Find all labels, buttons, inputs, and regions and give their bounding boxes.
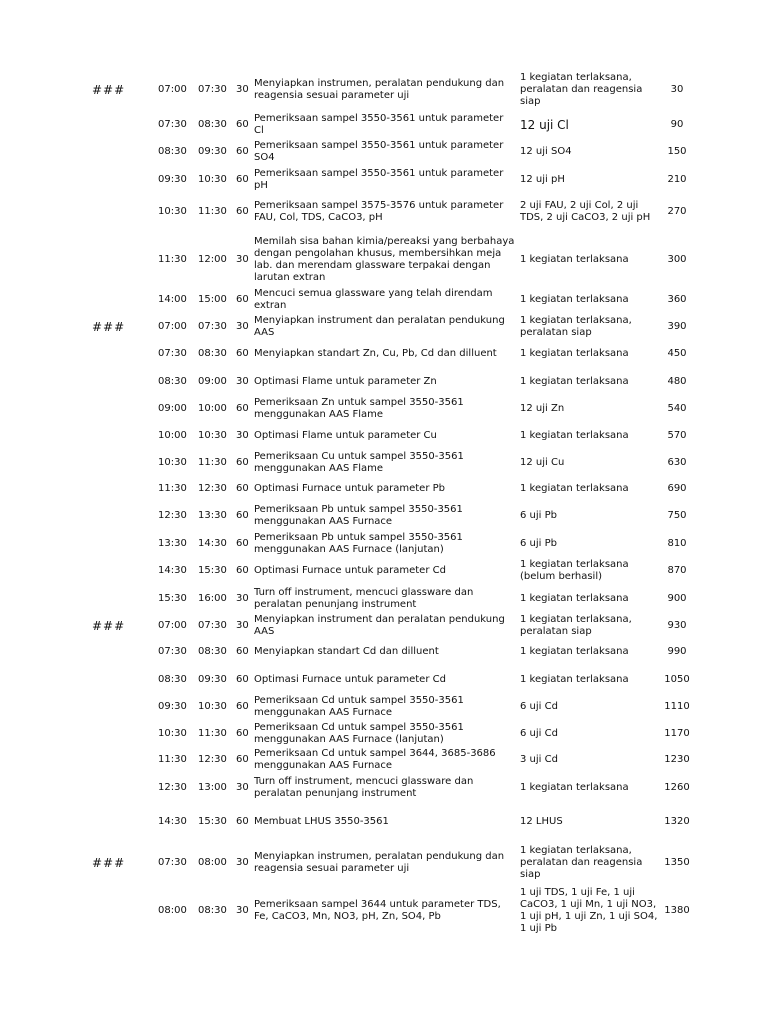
end-time-cell: 10:30 bbox=[198, 174, 227, 185]
duration-cell: 60 bbox=[236, 701, 249, 712]
duration-cell: 60 bbox=[236, 646, 249, 657]
cumulative-minutes-cell: 300 bbox=[667, 254, 687, 265]
start-time-cell: 11:30 bbox=[158, 483, 187, 494]
end-time-cell: 07:30 bbox=[198, 84, 227, 95]
output-cell: 12 uji Cl bbox=[520, 118, 569, 132]
date-cell bbox=[92, 288, 142, 312]
activity-cell: Pemeriksaan sampel 3550-3561 untuk parameter Cl bbox=[254, 113, 504, 136]
date-cell bbox=[92, 138, 142, 166]
schedule-row bbox=[0, 234, 768, 286]
cumulative-minutes-cell: 1110 bbox=[664, 701, 690, 712]
cumulative-minutes-cell: 480 bbox=[667, 376, 687, 387]
end-time-cell: 08:30 bbox=[198, 348, 227, 359]
end-time-cell: 12:00 bbox=[198, 254, 227, 265]
duration-cell: 60 bbox=[236, 146, 249, 157]
output-cell: 12 uji pH bbox=[520, 174, 565, 185]
output-cell: 1 kegiatan terlaksana bbox=[520, 294, 629, 305]
duration-cell: 60 bbox=[236, 565, 249, 576]
end-time-cell: 08:00 bbox=[198, 857, 227, 868]
activity-cell: Optimasi Flame untuk parameter Cu bbox=[254, 430, 437, 441]
duration-cell: 30 bbox=[236, 905, 249, 916]
cumulative-minutes-cell: 1230 bbox=[664, 754, 690, 765]
cumulative-minutes-cell: 900 bbox=[667, 593, 687, 604]
schedule-row bbox=[0, 612, 768, 640]
output-cell: 1 uji TDS, 1 uji Fe, 1 uji CaCO3, 1 uji Mn, 1 uji NO3, 1 uji pH, 1 uji Zn, 1 uji SO4, 1 uji Pb bbox=[520, 887, 658, 934]
duration-cell: 60 bbox=[236, 728, 249, 739]
end-time-cell: 07:30 bbox=[198, 321, 227, 332]
start-time-cell: 14:00 bbox=[158, 294, 187, 305]
start-time-cell: 07:30 bbox=[158, 857, 187, 868]
date-cell: ### bbox=[92, 83, 126, 97]
cumulative-minutes-cell: 270 bbox=[667, 206, 687, 217]
end-time-cell: 10:30 bbox=[198, 430, 227, 441]
start-time-cell: 13:30 bbox=[158, 538, 187, 549]
end-time-cell: 11:30 bbox=[198, 206, 227, 217]
activity-cell: Turn off instrument, mencuci glassware dan peralatan penunjang instrument bbox=[254, 587, 474, 610]
schedule-row bbox=[0, 640, 768, 664]
schedule-row bbox=[0, 314, 768, 340]
date-cell bbox=[92, 556, 142, 586]
duration-cell: 60 bbox=[236, 206, 249, 217]
duration-cell: 30 bbox=[236, 254, 249, 265]
output-cell: 1 kegiatan terlaksana bbox=[520, 483, 629, 494]
duration-cell: 60 bbox=[236, 119, 249, 130]
start-time-cell: 08:30 bbox=[158, 146, 187, 157]
end-time-cell: 10:30 bbox=[198, 701, 227, 712]
duration-cell: 60 bbox=[236, 174, 249, 185]
schedule-row bbox=[0, 166, 768, 194]
output-cell: 6 uji Pb bbox=[520, 538, 557, 549]
activity-cell: Pemeriksaan Cd untuk sampel 3550-3561 menggunakan AAS Furnace (lanjutan) bbox=[254, 722, 464, 745]
start-time-cell: 09:30 bbox=[158, 701, 187, 712]
schedule-row bbox=[0, 70, 768, 110]
schedule-row bbox=[0, 666, 768, 694]
end-time-cell: 10:00 bbox=[198, 403, 227, 414]
duration-cell: 30 bbox=[236, 782, 249, 793]
output-cell: 12 uji SO4 bbox=[520, 146, 572, 157]
output-cell: 6 uji Pb bbox=[520, 510, 557, 521]
duration-cell: 60 bbox=[236, 816, 249, 827]
output-cell: 3 uji Cd bbox=[520, 754, 558, 765]
activity-cell: Pemeriksaan sampel 3644 untuk parameter TDS, Fe, CaCO3, Mn, NO3, pH, Zn, SO4, Pb bbox=[254, 899, 501, 922]
output-cell: 2 uji FAU, 2 uji Col, 2 uji TDS, 2 uji CaCO3, 2 uji pH bbox=[520, 200, 651, 223]
end-time-cell: 12:30 bbox=[198, 754, 227, 765]
schedule-row bbox=[0, 342, 768, 366]
schedule-row bbox=[0, 502, 768, 530]
start-time-cell: 14:30 bbox=[158, 565, 187, 576]
schedule-row bbox=[0, 556, 768, 586]
date-cell bbox=[92, 234, 142, 286]
cumulative-minutes-cell: 930 bbox=[667, 620, 687, 631]
cumulative-minutes-cell: 1050 bbox=[664, 674, 690, 685]
activity-cell: Optimasi Flame untuk parameter Zn bbox=[254, 376, 437, 387]
activity-cell: Optimasi Furnace untuk parameter Pb bbox=[254, 483, 445, 494]
output-cell: 1 kegiatan terlaksana, peralatan siap bbox=[520, 315, 632, 338]
date-cell: ### bbox=[92, 856, 126, 870]
cumulative-minutes-cell: 30 bbox=[670, 84, 684, 95]
activity-cell: Turn off instrument, mencuci glassware dan peralatan penunjang instrument bbox=[254, 776, 474, 799]
output-cell: 1 kegiatan terlaksana, peralatan dan reagensia siap bbox=[520, 845, 643, 880]
activity-cell: Pemeriksaan sampel 3550-3561 untuk parameter SO4 bbox=[254, 140, 504, 163]
start-time-cell: 10:30 bbox=[158, 728, 187, 739]
activity-cell: Mencuci semua glassware yang telah direndam extran bbox=[254, 288, 493, 311]
duration-cell: 60 bbox=[236, 403, 249, 414]
start-time-cell: 15:30 bbox=[158, 593, 187, 604]
date-cell bbox=[92, 370, 142, 394]
start-time-cell: 08:00 bbox=[158, 905, 187, 916]
schedule-row bbox=[0, 774, 768, 802]
duration-cell: 60 bbox=[236, 294, 249, 305]
start-time-cell: 12:30 bbox=[158, 510, 187, 521]
date-cell bbox=[92, 640, 142, 664]
date-cell bbox=[92, 746, 142, 774]
duration-cell: 60 bbox=[236, 538, 249, 549]
cumulative-minutes-cell: 1170 bbox=[664, 728, 690, 739]
duration-cell: 30 bbox=[236, 857, 249, 868]
end-time-cell: 15:30 bbox=[198, 565, 227, 576]
cumulative-minutes-cell: 1350 bbox=[664, 857, 690, 868]
cumulative-minutes-cell: 540 bbox=[667, 403, 687, 414]
date-cell bbox=[92, 394, 142, 424]
output-cell: 12 uji Cu bbox=[520, 457, 565, 468]
cumulative-minutes-cell: 1380 bbox=[664, 905, 690, 916]
cumulative-minutes-cell: 750 bbox=[667, 510, 687, 521]
activity-cell: Pemeriksaan Cd untuk sampel 3550-3561 menggunakan AAS Furnace bbox=[254, 695, 464, 718]
activity-cell: Pemeriksaan Cu untuk sampel 3550-3561 menggunakan AAS Flame bbox=[254, 451, 464, 474]
cumulative-minutes-cell: 360 bbox=[667, 294, 687, 305]
output-cell: 1 kegiatan terlaksana, peralatan siap bbox=[520, 614, 632, 637]
cumulative-minutes-cell: 210 bbox=[667, 174, 687, 185]
date-cell bbox=[92, 666, 142, 694]
cumulative-minutes-cell: 570 bbox=[667, 430, 687, 441]
end-time-cell: 14:30 bbox=[198, 538, 227, 549]
cumulative-minutes-cell: 1260 bbox=[664, 782, 690, 793]
activity-cell: Menyiapkan instrumen, peralatan pendukung dan reagensia sesuai parameter uji bbox=[254, 851, 505, 874]
start-time-cell: 08:30 bbox=[158, 376, 187, 387]
output-cell: 1 kegiatan terlaksana, peralatan dan reagensia siap bbox=[520, 72, 643, 107]
schedule-row bbox=[0, 586, 768, 612]
schedule-row bbox=[0, 884, 768, 938]
activity-cell: Pemeriksaan Cd untuk sampel 3644, 3685-3686 menggunakan AAS Furnace bbox=[254, 748, 496, 771]
output-cell: 1 kegiatan terlaksana bbox=[520, 593, 629, 604]
duration-cell: 60 bbox=[236, 674, 249, 685]
end-time-cell: 07:30 bbox=[198, 620, 227, 631]
date-cell bbox=[92, 694, 142, 720]
activity-cell: Pemeriksaan Pb untuk sampel 3550-3561 menggunakan AAS Furnace bbox=[254, 504, 463, 527]
date-cell bbox=[92, 166, 142, 194]
duration-cell: 30 bbox=[236, 430, 249, 441]
end-time-cell: 08:30 bbox=[198, 119, 227, 130]
activity-cell: Membuat LHUS 3550-3561 bbox=[254, 816, 389, 827]
output-cell: 1 kegiatan terlaksana (belum berhasil) bbox=[520, 559, 629, 582]
end-time-cell: 13:00 bbox=[198, 782, 227, 793]
start-time-cell: 09:30 bbox=[158, 174, 187, 185]
schedule-row bbox=[0, 476, 768, 502]
start-time-cell: 07:00 bbox=[158, 620, 187, 631]
start-time-cell: 12:30 bbox=[158, 782, 187, 793]
end-time-cell: 15:00 bbox=[198, 294, 227, 305]
end-time-cell: 08:30 bbox=[198, 646, 227, 657]
date-cell bbox=[92, 774, 142, 802]
output-cell: 12 uji Zn bbox=[520, 403, 565, 414]
date-cell bbox=[92, 720, 142, 748]
start-time-cell: 10:00 bbox=[158, 430, 187, 441]
date-cell bbox=[92, 110, 142, 140]
schedule-row bbox=[0, 394, 768, 424]
activity-cell: Optimasi Furnace untuk parameter Cd bbox=[254, 565, 446, 576]
start-time-cell: 08:30 bbox=[158, 674, 187, 685]
duration-cell: 30 bbox=[236, 620, 249, 631]
cumulative-minutes-cell: 810 bbox=[667, 538, 687, 549]
date-cell bbox=[92, 884, 142, 938]
start-time-cell: 07:30 bbox=[158, 646, 187, 657]
end-time-cell: 11:30 bbox=[198, 457, 227, 468]
activity-cell: Pemeriksaan sampel 3575-3576 untuk parameter FAU, Col, TDS, CaCO3, pH bbox=[254, 200, 504, 223]
start-time-cell: 10:30 bbox=[158, 206, 187, 217]
schedule-row bbox=[0, 530, 768, 558]
end-time-cell: 13:30 bbox=[198, 510, 227, 521]
end-time-cell: 09:30 bbox=[198, 674, 227, 685]
date-cell bbox=[92, 502, 142, 530]
output-cell: 12 LHUS bbox=[520, 816, 563, 827]
end-time-cell: 09:30 bbox=[198, 146, 227, 157]
output-cell: 1 kegiatan terlaksana bbox=[520, 376, 629, 387]
duration-cell: 30 bbox=[236, 321, 249, 332]
output-cell: 1 kegiatan terlaksana bbox=[520, 674, 629, 685]
schedule-row bbox=[0, 288, 768, 312]
schedule-row bbox=[0, 370, 768, 394]
start-time-cell: 11:30 bbox=[158, 254, 187, 265]
activity-cell: Menyiapkan instrument dan peralatan pendukung AAS bbox=[254, 614, 505, 637]
activity-cell: Pemeriksaan Pb untuk sampel 3550-3561 menggunakan AAS Furnace (lanjutan) bbox=[254, 532, 463, 555]
activity-cell: Optimasi Furnace untuk parameter Cd bbox=[254, 674, 446, 685]
end-time-cell: 08:30 bbox=[198, 905, 227, 916]
output-cell: 1 kegiatan terlaksana bbox=[520, 646, 629, 657]
cumulative-minutes-cell: 690 bbox=[667, 483, 687, 494]
cumulative-minutes-cell: 150 bbox=[667, 146, 687, 157]
activity-cell: Pemeriksaan Zn untuk sampel 3550-3561 menggunakan AAS Flame bbox=[254, 397, 464, 420]
date-cell bbox=[92, 450, 142, 476]
cumulative-minutes-cell: 630 bbox=[667, 457, 687, 468]
duration-cell: 30 bbox=[236, 84, 249, 95]
activity-cell: Menyiapkan standart Zn, Cu, Pb, Cd dan dilluent bbox=[254, 348, 497, 359]
end-time-cell: 16:00 bbox=[198, 593, 227, 604]
start-time-cell: 14:30 bbox=[158, 816, 187, 827]
output-cell: 6 uji Cd bbox=[520, 701, 558, 712]
end-time-cell: 09:00 bbox=[198, 376, 227, 387]
date-cell bbox=[92, 196, 142, 228]
cumulative-minutes-cell: 450 bbox=[667, 348, 687, 359]
activity-cell: Menyiapkan standart Cd dan dilluent bbox=[254, 646, 439, 657]
end-time-cell: 12:30 bbox=[198, 483, 227, 494]
date-cell: ### bbox=[92, 320, 126, 334]
cumulative-minutes-cell: 1320 bbox=[664, 816, 690, 827]
schedule-row bbox=[0, 694, 768, 720]
cumulative-minutes-cell: 990 bbox=[667, 646, 687, 657]
duration-cell: 60 bbox=[236, 483, 249, 494]
date-cell bbox=[92, 424, 142, 448]
end-time-cell: 15:30 bbox=[198, 816, 227, 827]
schedule-row bbox=[0, 424, 768, 448]
activity-cell: Menyiapkan instrument dan peralatan pendukung AAS bbox=[254, 315, 505, 338]
output-cell: 6 uji Cd bbox=[520, 728, 558, 739]
cumulative-minutes-cell: 870 bbox=[667, 565, 687, 576]
cumulative-minutes-cell: 390 bbox=[667, 321, 687, 332]
schedule-row bbox=[0, 138, 768, 166]
schedule-row bbox=[0, 746, 768, 774]
activity-cell: Memilah sisa bahan kimia/pereaksi yang berbahaya dengan pengolahan khusus, membersihkan meja lab. dan merendam glassware terpakai dengan larutan extran bbox=[254, 236, 515, 283]
duration-cell: 60 bbox=[236, 348, 249, 359]
schedule-row bbox=[0, 110, 768, 140]
start-time-cell: 09:00 bbox=[158, 403, 187, 414]
duration-cell: 60 bbox=[236, 457, 249, 468]
output-cell: 1 kegiatan terlaksana bbox=[520, 430, 629, 441]
start-time-cell: 07:00 bbox=[158, 84, 187, 95]
schedule-row bbox=[0, 196, 768, 228]
schedule-row bbox=[0, 808, 768, 836]
duration-cell: 30 bbox=[236, 593, 249, 604]
cumulative-minutes-cell: 90 bbox=[670, 119, 684, 130]
date-cell bbox=[92, 808, 142, 836]
date-cell bbox=[92, 530, 142, 558]
start-time-cell: 11:30 bbox=[158, 754, 187, 765]
start-time-cell: 07:30 bbox=[158, 348, 187, 359]
duration-cell: 30 bbox=[236, 376, 249, 387]
end-time-cell: 11:30 bbox=[198, 728, 227, 739]
start-time-cell: 07:00 bbox=[158, 321, 187, 332]
activity-cell: Menyiapkan instrumen, peralatan pendukung dan reagensia sesuai parameter uji bbox=[254, 78, 505, 101]
start-time-cell: 10:30 bbox=[158, 457, 187, 468]
start-time-cell: 07:30 bbox=[158, 119, 187, 130]
date-cell bbox=[92, 342, 142, 366]
date-cell bbox=[92, 586, 142, 612]
schedule-row bbox=[0, 720, 768, 748]
date-cell: ### bbox=[92, 619, 126, 633]
output-cell: 1 kegiatan terlaksana bbox=[520, 254, 629, 265]
duration-cell: 60 bbox=[236, 754, 249, 765]
date-cell bbox=[92, 476, 142, 502]
schedule-row bbox=[0, 842, 768, 884]
activity-cell: Pemeriksaan sampel 3550-3561 untuk parameter pH bbox=[254, 168, 504, 191]
output-cell: 1 kegiatan terlaksana bbox=[520, 348, 629, 359]
schedule-row bbox=[0, 450, 768, 476]
duration-cell: 60 bbox=[236, 510, 249, 521]
output-cell: 1 kegiatan terlaksana bbox=[520, 782, 629, 793]
